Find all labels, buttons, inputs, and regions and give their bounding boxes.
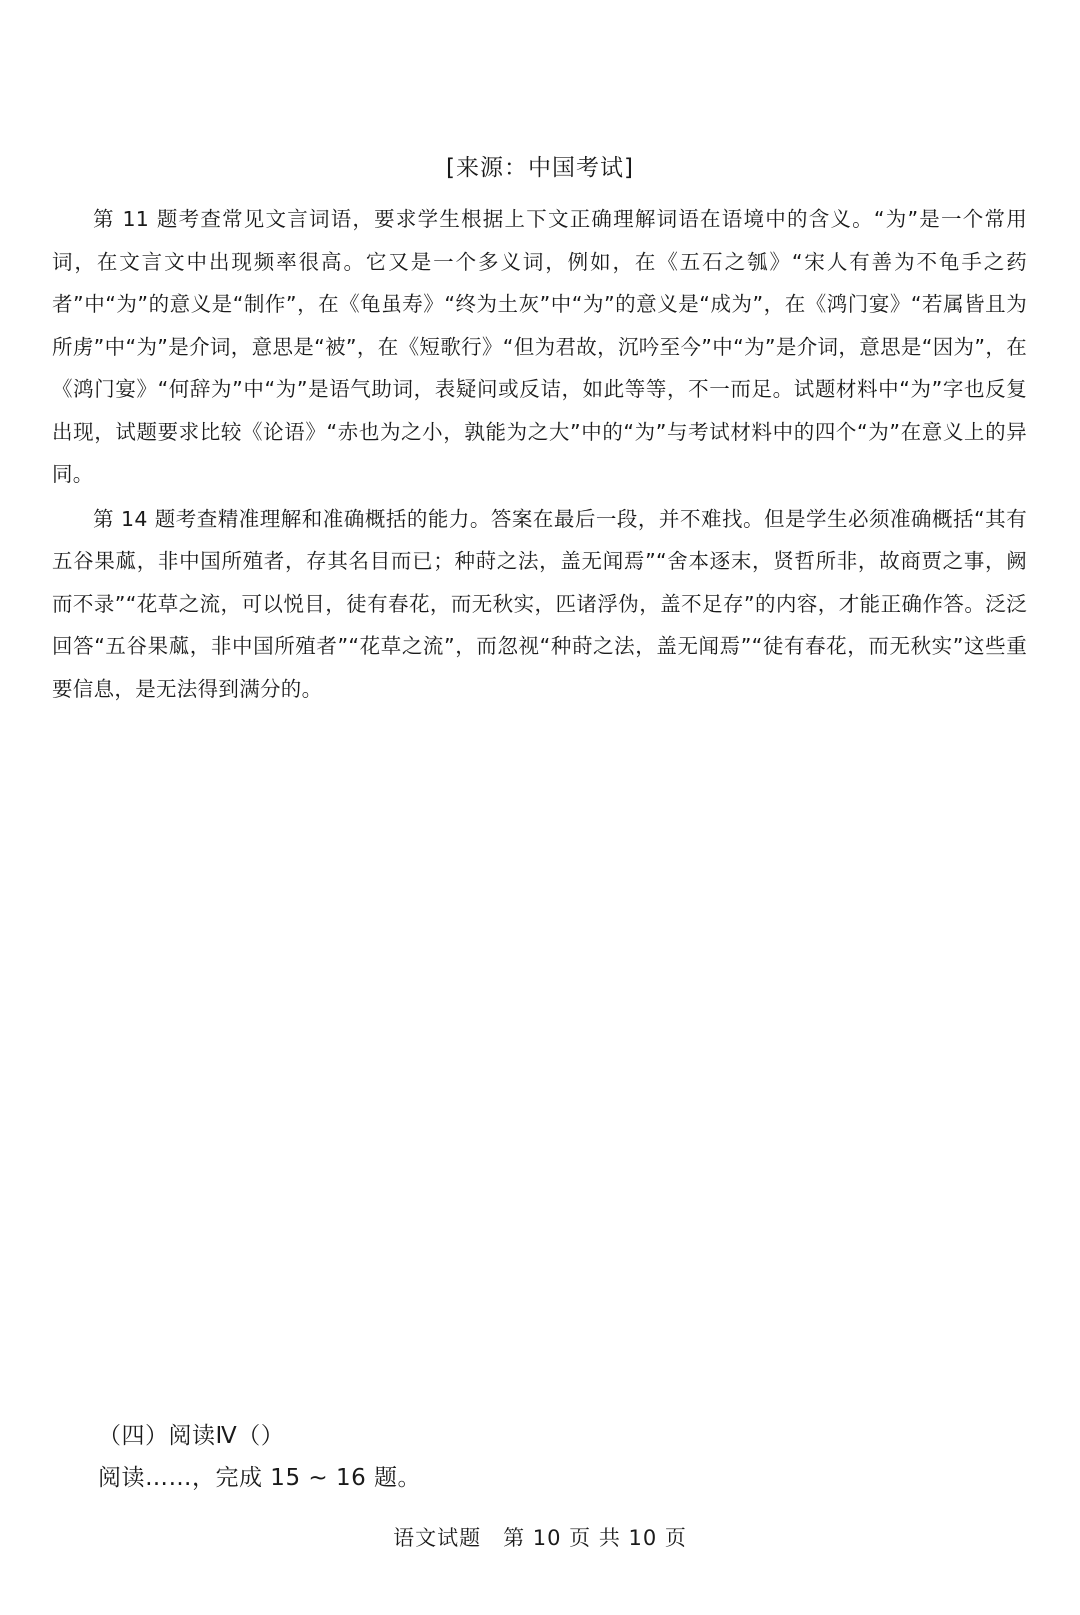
section-instruction: 阅读……，完成 15 ~ 16 题。: [98, 1465, 422, 1491]
paragraph-question-14: 第 14 题考查精准理解和准确概括的能力。答案在最后一段，并不难找。但是学生必须准确概括“其有五谷果蓏，非中国所殖者，存其名目而已；种莳之法，盖无闻焉”“舍本逐末，贤哲所非，故商贾之事，阙而不录”“花草之流，可以悦目，徒有春花，而无秋实，匹诸浮伪，盖不足存”的内容，才能正确作答。泛泛回答“五谷果蓏，非中国所殖者”“花草之流”，而忽视“种莳之法，盖无闻焉”“徒有春花，而无秋实”这些重要信息，是无法得到满分的。: [52, 506, 1027, 701]
page-footer: 语文试题 第 10 页 共 10 页: [393, 1526, 687, 1550]
section-heading: （四）阅读Ⅳ（）: [98, 1423, 285, 1449]
explanation-body: [52, 198, 1027, 712]
paragraph-question-11: 第 11 题考查常见文言词语，要求学生根据上下文正确理解词语在语境中的含义。“为”是一个常用词，在文言文中出现频率很高。它又是一个多义词，例如，在《五石之瓠》“宋人有善为不龟手之药者”中“为”的意义是“制作”，在《龟虽寿》“终为土灰”中“为”的意义是“成为”，在《鸿门宴》“若属皆且为所虏”中“为”是介词，意思是“被”，在《短歌行》“但为君故，沉吟至今”中“为”是介词，意思是“因为”，在《鸿门宴》“何辞为”中“为”是语气助词，表疑问或反诘，如此等等，不一而足。试题材料中“为”字也反复出现，试题要求比较《论语》“赤也为之小，孰能为之大”中的“为”与考试材料中的四个“为”在意义上的异同。: [52, 207, 1027, 486]
source-label: [来源：中国考试]: [446, 155, 634, 181]
